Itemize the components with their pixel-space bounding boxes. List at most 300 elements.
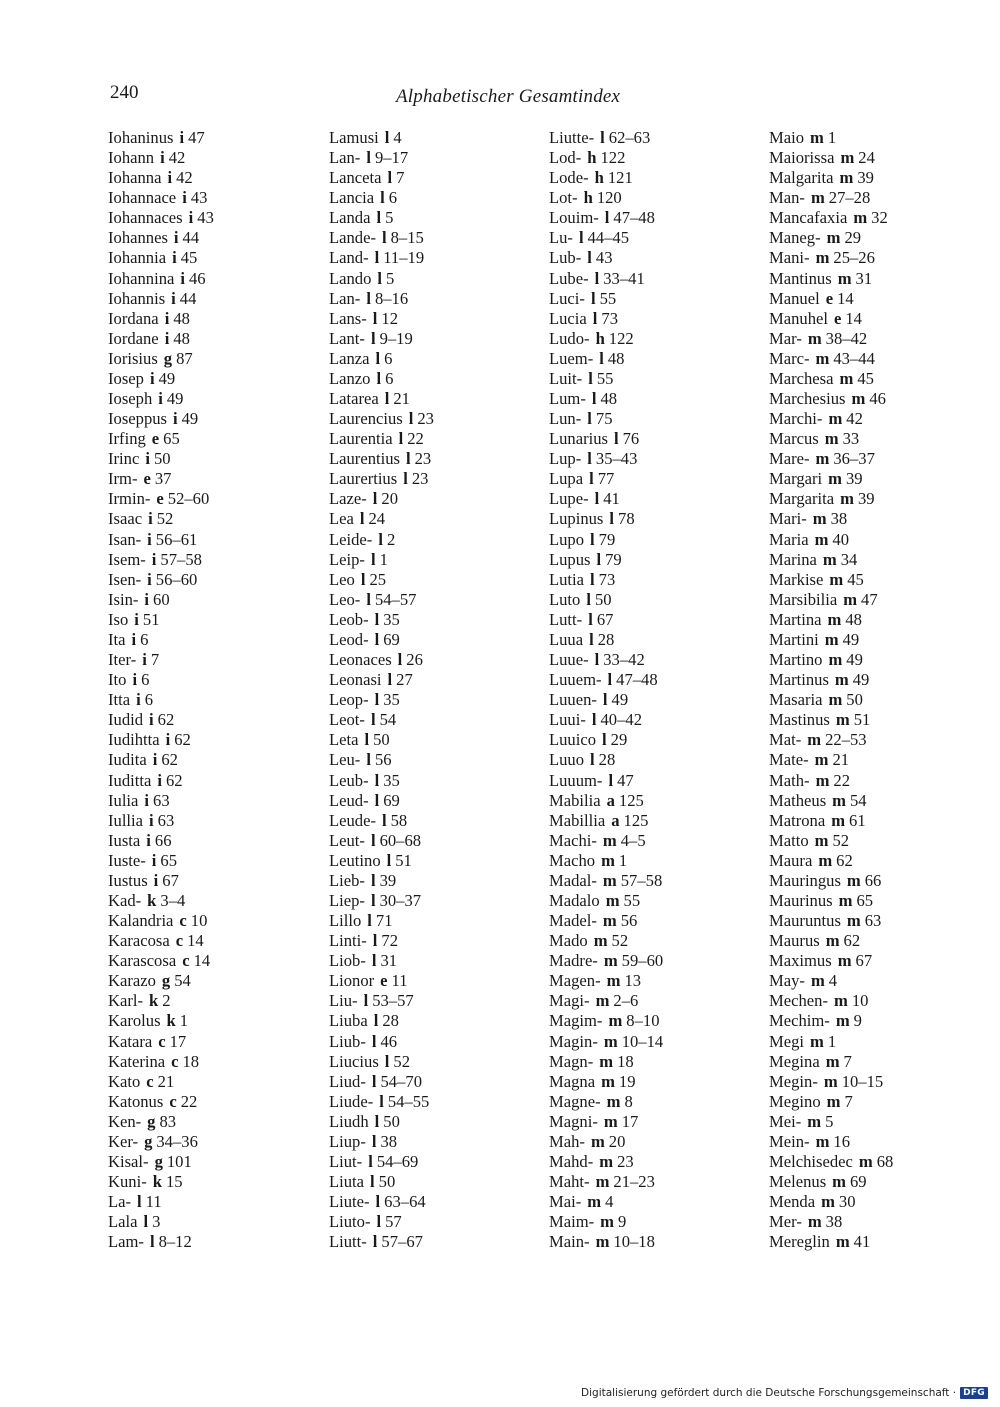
index-page-ref: 46 (869, 389, 886, 409)
index-section-letter: m (851, 389, 866, 409)
index-term: Madalo (549, 890, 600, 910)
index-section-letter: m (602, 870, 617, 890)
index-entry (769, 831, 984, 851)
index-entry (108, 570, 323, 590)
index-entry (769, 771, 984, 791)
index-term: Leude- (329, 810, 376, 830)
index-page-ref: 32 (871, 208, 888, 228)
index-entry (108, 1032, 323, 1052)
index-term: Liup- (329, 1131, 366, 1151)
index-page-ref: 10–14 (621, 1031, 664, 1051)
index-entry (329, 389, 544, 409)
index-term: Irinc (108, 449, 140, 469)
index-section-letter: m (827, 609, 842, 629)
index-term: Liep- (329, 890, 365, 910)
index-page-ref: 49 (842, 629, 860, 649)
index-page-ref: 23 (414, 449, 432, 469)
index-page-ref: 19 (618, 1071, 636, 1091)
index-page-ref: 18 (182, 1051, 200, 1071)
index-entry (108, 228, 323, 248)
index-entry (769, 791, 984, 811)
index-section-letter: k (149, 991, 159, 1011)
index-section-letter: i (132, 670, 138, 690)
index-entry (108, 971, 323, 991)
index-term: Louim- (549, 208, 599, 228)
index-page-ref: 37 (154, 469, 172, 489)
index-page-ref: 55 (596, 368, 614, 388)
index-entry (769, 289, 984, 309)
index-page-ref: 35 (383, 690, 400, 710)
index-page-ref: 10 (190, 911, 208, 931)
index-entry (329, 710, 544, 730)
index-section-letter: m (812, 509, 827, 529)
index-entry (329, 369, 544, 389)
index-page-ref: 69 (383, 629, 400, 649)
index-term: Mabillia (549, 810, 606, 830)
index-entry (329, 1072, 544, 1092)
index-page-ref: 33–42 (603, 650, 645, 670)
index-page-ref: 54–69 (376, 1151, 419, 1171)
index-section-letter: i (149, 810, 154, 830)
index-section-letter: i (188, 208, 194, 228)
index-entry (549, 1212, 764, 1232)
index-page-ref: 2–6 (613, 991, 639, 1011)
index-term: Lancia (329, 188, 375, 208)
index-section-letter: m (822, 549, 837, 569)
index-page-ref: 25–26 (833, 248, 875, 268)
index-term: Lube- (549, 268, 589, 288)
index-page-ref: 71 (375, 911, 393, 931)
index-entry (329, 289, 544, 309)
index-term: Karascosa (108, 951, 177, 971)
index-page-ref: 47 (861, 589, 878, 609)
index-term: Mah- (549, 1131, 585, 1151)
index-entry (769, 1052, 984, 1072)
index-section-letter: m (832, 790, 846, 810)
index-section-letter: l (380, 188, 385, 208)
index-section-letter: m (825, 931, 840, 951)
index-term: Itta (108, 690, 131, 710)
index-page-ref: 1 (379, 549, 388, 569)
footer-credit (581, 1387, 988, 1399)
index-section-letter: l (374, 609, 380, 629)
index-term: Lanceta (329, 168, 382, 188)
index-term: Mauruntus (769, 911, 841, 931)
index-term: Mein- (769, 1131, 810, 1151)
index-page-ref: 28 (598, 750, 616, 770)
index-page-ref: 33 (842, 429, 860, 449)
index-section-letter: i (134, 609, 139, 629)
index-section-letter: i (148, 509, 153, 529)
index-term: Macho (549, 850, 596, 870)
index-page-ref: 21 (157, 1071, 175, 1091)
index-entry (329, 469, 544, 489)
index-page-ref: 125 (623, 810, 649, 830)
index-entry (108, 851, 323, 871)
index-page-ref: 9 (618, 1212, 627, 1232)
index-entry (108, 349, 323, 369)
index-section-letter: m (603, 1031, 618, 1051)
index-page-ref: 54–70 (380, 1071, 422, 1091)
index-section-letter: m (835, 1011, 850, 1031)
index-page-ref: 42 (168, 148, 186, 168)
index-page-ref: 45 (180, 248, 198, 268)
index-section-letter: m (590, 1131, 605, 1151)
index-section-letter: m (834, 670, 849, 690)
index-entry (769, 269, 984, 289)
index-page-ref: 50 (846, 690, 863, 710)
index-term: Mahd- (549, 1151, 594, 1171)
index-entry (549, 309, 764, 329)
index-entry (329, 871, 544, 891)
index-page-ref: 67 (162, 870, 179, 890)
index-section-letter: m (833, 991, 848, 1011)
index-term: Laze- (329, 489, 367, 509)
index-term: Lant- (329, 328, 365, 348)
index-page-ref: 36–37 (833, 449, 875, 469)
index-section-letter: l (387, 670, 393, 690)
index-page-ref: 53–57 (372, 991, 414, 1011)
index-page-ref: 20 (381, 489, 398, 509)
index-entry (108, 730, 323, 750)
index-section-letter: l (387, 168, 393, 188)
index-section-letter: m (828, 650, 843, 670)
index-term: Laurentia (329, 429, 393, 449)
index-section-letter: m (602, 830, 617, 850)
index-section-letter: m (814, 529, 829, 549)
index-page-ref: 62 (157, 710, 175, 730)
index-term: Manuhel (769, 308, 828, 328)
index-term: Lanza (329, 348, 370, 368)
index-page-ref: 54–55 (387, 1091, 430, 1111)
index-section-letter: l (143, 1212, 149, 1232)
index-page-ref: 35 (383, 770, 400, 790)
index-term: Iuste- (108, 850, 146, 870)
index-term: Mare- (769, 449, 810, 469)
index-entry (769, 871, 984, 891)
index-term: Megi (769, 1031, 805, 1051)
index-page-ref: 21–23 (613, 1172, 655, 1192)
index-entry (108, 771, 323, 791)
index-term: Lieb- (329, 870, 365, 890)
index-entry (769, 1092, 984, 1112)
index-term: Iudid (108, 710, 144, 730)
index-section-letter: l (377, 268, 383, 288)
index-entry (549, 570, 764, 590)
index-page-ref: 76 (622, 429, 640, 449)
index-term: Lanzo (329, 368, 371, 388)
index-page-ref: 6 (384, 348, 393, 368)
index-section-letter: l (371, 1131, 377, 1151)
index-section-letter: l (367, 911, 372, 931)
index-entry (329, 550, 544, 570)
index-page-ref: 14 (837, 288, 854, 308)
index-term: Liudh (329, 1111, 369, 1131)
index-section-letter: g (144, 1131, 153, 1151)
index-entry (329, 630, 544, 650)
index-entry (329, 831, 544, 851)
index-section-letter: m (606, 1091, 621, 1111)
index-section-letter: m (810, 188, 825, 208)
index-entry (769, 1011, 984, 1031)
index-page-ref: 22 (833, 770, 850, 790)
index-section-letter: m (600, 1212, 614, 1232)
index-entry (329, 269, 544, 289)
index-section-letter: l (372, 308, 378, 328)
index-section-letter: m (835, 710, 850, 730)
index-entry (329, 309, 544, 329)
index-page-ref: 61 (849, 810, 866, 830)
index-section-letter: l (366, 148, 371, 168)
index-section-letter: i (165, 730, 171, 750)
index-term: Iorisius (108, 348, 158, 368)
index-page-ref: 51 (853, 710, 871, 730)
index-page-ref: 122 (600, 148, 626, 168)
index-page-ref: 2 (386, 529, 396, 549)
index-section-letter: l (373, 1011, 379, 1031)
index-term: Lan- (329, 148, 361, 168)
index-entry (769, 750, 984, 770)
index-page-ref: 22–53 (825, 730, 867, 750)
index-entry (769, 1032, 984, 1052)
index-term: Leta (329, 730, 359, 750)
index-entry (329, 530, 544, 550)
index-section-letter: i (152, 750, 158, 770)
index-term: Liutte- (549, 128, 595, 147)
index-section-letter: l (591, 389, 597, 409)
index-entry (769, 1152, 984, 1172)
index-section-letter: l (368, 1151, 373, 1171)
index-term: Megin- (769, 1071, 818, 1091)
index-page-ref: 8–15 (390, 228, 424, 248)
index-page-ref: 7 (150, 650, 160, 670)
index-entry (108, 1232, 323, 1252)
index-section-letter: l (372, 931, 378, 951)
index-section-letter: i (144, 790, 150, 810)
index-section-letter: m (815, 449, 830, 469)
index-term: Irm- (108, 469, 138, 489)
index-section-letter: m (605, 890, 620, 910)
index-term: Lun- (549, 409, 582, 429)
index-entry (549, 128, 764, 148)
index-term: Kad- (108, 890, 142, 910)
index-term: Iudihtta (108, 730, 160, 750)
index-section-letter: m (595, 991, 610, 1011)
index-section-letter: l (408, 409, 414, 429)
index-section-letter: h (583, 188, 593, 208)
index-section-letter: e (834, 308, 842, 328)
index-entry (329, 1212, 544, 1232)
index-term: Liu- (329, 991, 358, 1011)
index-term: Iuditta (108, 770, 152, 790)
index-page-ref: 24 (858, 148, 875, 168)
index-page-ref: 43 (190, 188, 208, 208)
index-entry (108, 991, 323, 1011)
index-page-ref: 27 (396, 670, 413, 690)
index-section-letter: l (596, 549, 602, 569)
index-page-ref: 39 (845, 469, 863, 489)
index-term: Megina (769, 1051, 820, 1071)
index-page-ref: 41 (853, 1232, 871, 1252)
footer-credit-text: Digitalisierung gefördert durch die Deutsche Forschungsgemeinschaft · (581, 1387, 957, 1399)
running-title: Alphabetischer Gesamtindex (396, 86, 621, 107)
index-section-letter: e (151, 429, 160, 449)
index-page-ref: 68 (876, 1151, 894, 1171)
index-entry (108, 1092, 323, 1112)
index-term: Luuum- (549, 770, 603, 790)
index-section-letter: m (840, 148, 855, 168)
index-page-ref: 63 (864, 911, 882, 931)
index-entry (108, 871, 323, 891)
index-page-ref: 67 (855, 951, 873, 971)
index-section-letter: m (810, 971, 825, 991)
index-page-ref: 6 (385, 368, 394, 388)
index-term: Lupus (549, 549, 591, 569)
index-entry (108, 449, 323, 469)
index-page-ref: 5 (825, 1111, 834, 1131)
index-page-ref: 59–60 (621, 951, 664, 971)
index-page-ref: 45 (847, 569, 864, 589)
index-term: Irmin- (108, 489, 151, 509)
index-section-letter: c (182, 951, 190, 971)
index-page-ref: 58 (390, 810, 408, 830)
index-section-letter: l (376, 368, 382, 388)
index-entry (549, 991, 764, 1011)
index-term: Ioseph (108, 389, 153, 409)
index-page-ref: 65 (163, 429, 180, 449)
index-section-letter: m (814, 750, 829, 770)
index-page-ref: 11 (145, 1192, 162, 1212)
index-page-ref: 49 (166, 389, 184, 409)
index-page-ref: 22 (180, 1091, 198, 1111)
index-page-ref: 40 (832, 529, 850, 549)
index-entry (108, 1052, 323, 1072)
index-term: Margari (769, 469, 823, 489)
index-term: Lum- (549, 389, 586, 409)
index-term: Mereglin (769, 1232, 830, 1252)
index-entry (549, 168, 764, 188)
index-term: Lunarius (549, 429, 608, 449)
index-section-letter: l (375, 1192, 381, 1212)
index-term: Leut- (329, 830, 365, 850)
index-page-ref: 60 (153, 589, 170, 609)
index-section-letter: l (590, 569, 595, 589)
index-section-letter: m (814, 830, 829, 850)
index-section-letter: l (149, 1232, 155, 1252)
index-page-ref: 47–48 (616, 670, 658, 690)
index-page-ref: 25 (369, 569, 387, 589)
index-section-letter: a (606, 790, 615, 810)
index-section-letter: m (828, 469, 842, 489)
index-term: Iordane (108, 328, 159, 348)
index-entry (329, 771, 544, 791)
index-page-ref: 28 (597, 629, 615, 649)
index-entry (108, 309, 323, 329)
index-entry (549, 891, 764, 911)
index-term: Liuba (329, 1011, 368, 1031)
index-section-letter: l (372, 489, 378, 509)
index-term: Leide- (329, 529, 373, 549)
index-term: Leud- (329, 790, 369, 810)
index-entry (549, 289, 764, 309)
index-term: Marcus (769, 429, 819, 449)
index-page-ref: 43–44 (833, 348, 875, 368)
index-term: Madal- (549, 870, 597, 890)
index-page-ref: 42 (176, 168, 193, 188)
index-section-letter: m (839, 168, 854, 188)
index-page-ref: 40–42 (600, 710, 642, 730)
index-term: Luuico (549, 730, 597, 750)
index-entry (108, 530, 323, 550)
index-section-letter: m (608, 1011, 623, 1031)
index-section-letter: l (370, 830, 376, 850)
index-section-letter: l (397, 650, 403, 670)
index-entry (108, 509, 323, 529)
index-page-ref: 10–18 (613, 1232, 655, 1252)
index-entry (549, 409, 764, 429)
index-term: Ken- (108, 1111, 142, 1131)
index-page-ref: 34 (840, 549, 858, 569)
index-entry (769, 550, 984, 570)
index-page-ref: 52 (611, 931, 629, 951)
index-entry (549, 911, 764, 931)
index-term: Mai- (549, 1192, 582, 1212)
index-entry (108, 429, 323, 449)
index-term: Magim- (549, 1011, 603, 1031)
index-page-ref: 17 (169, 1031, 187, 1051)
index-section-letter: m (599, 1051, 614, 1071)
index-entry (549, 1092, 764, 1112)
index-entry (769, 530, 984, 550)
index-entry (329, 811, 544, 831)
index-term: Liuta (329, 1172, 365, 1192)
index-section-letter: k (147, 890, 157, 910)
index-page-ref: 62 (174, 730, 191, 750)
index-entry (329, 148, 544, 168)
index-page-ref: 125 (618, 790, 644, 810)
index-term: Magi- (549, 991, 590, 1011)
index-section-letter: l (614, 429, 619, 449)
index-page-ref: 3–4 (160, 890, 186, 910)
index-entry (108, 891, 323, 911)
index-entry (769, 1112, 984, 1132)
index-page-ref: 28 (382, 1011, 399, 1031)
index-term: Lam- (108, 1232, 144, 1252)
index-page-ref: 7 (843, 1051, 852, 1071)
index-page-ref: 39 (379, 870, 397, 890)
index-page-ref: 21 (393, 389, 410, 409)
index-entry (549, 630, 764, 650)
index-term: Magn- (549, 1051, 594, 1071)
index-page-ref: 23 (411, 469, 429, 489)
index-entry (108, 369, 323, 389)
index-term: Mate- (769, 750, 809, 770)
index-term: Lutia (549, 569, 585, 589)
index-term: Mancafaxia (769, 208, 848, 228)
index-term: Laurentius (329, 449, 400, 469)
index-page-ref: 10 (851, 991, 869, 1011)
index-page-ref: 62–63 (608, 128, 651, 147)
index-term: Mado (549, 931, 588, 951)
index-section-letter: l (370, 870, 376, 890)
index-section-letter: l (594, 650, 600, 670)
index-entry (329, 1032, 544, 1052)
index-entry (108, 670, 323, 690)
index-term: Magen- (549, 971, 601, 991)
index-entry (769, 971, 984, 991)
index-page-ref: 4–5 (620, 830, 646, 850)
index-section-letter: i (158, 389, 163, 409)
